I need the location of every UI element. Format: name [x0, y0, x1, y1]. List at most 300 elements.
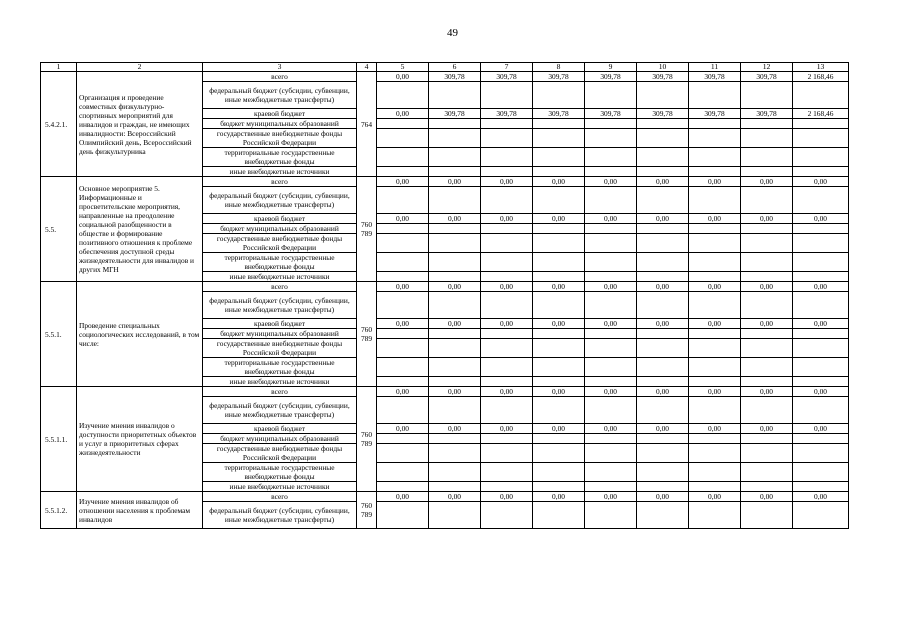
empty-cell	[793, 167, 849, 177]
empty-cell	[689, 148, 741, 167]
empty-cell	[689, 234, 741, 253]
value-cell: 309,78	[533, 109, 585, 119]
empty-cell	[741, 329, 793, 339]
value-cell: 0,00	[481, 424, 533, 434]
value-cell: 0,00	[377, 424, 429, 434]
empty-cell	[377, 187, 429, 214]
empty-cell	[585, 148, 637, 167]
row-code: 5.5.	[41, 177, 77, 282]
empty-cell	[585, 234, 637, 253]
header-row	[41, 63, 849, 72]
header-cell-3: 3	[203, 63, 357, 72]
value-cell: 0,00	[585, 387, 637, 397]
value-cell: 0,00	[741, 319, 793, 329]
funding-source: всего	[203, 177, 357, 187]
header-cell-8: 8	[533, 63, 585, 72]
empty-cell	[689, 119, 741, 129]
table-row	[41, 387, 849, 397]
value-cell: 309,78	[637, 109, 689, 119]
empty-cell	[689, 444, 741, 463]
value-cell: 0,00	[689, 214, 741, 224]
empty-cell	[637, 463, 689, 482]
empty-cell	[429, 463, 481, 482]
value-cell: 0,00	[689, 492, 741, 502]
value-cell: 0,00	[533, 319, 585, 329]
empty-cell	[533, 397, 585, 424]
value-cell: 0,00	[429, 319, 481, 329]
empty-cell	[793, 234, 849, 253]
page-number: 49	[447, 27, 458, 39]
empty-cell	[533, 234, 585, 253]
empty-cell	[377, 129, 429, 148]
value-cell: 0,00	[377, 109, 429, 119]
empty-cell	[793, 463, 849, 482]
empty-cell	[793, 358, 849, 377]
empty-cell	[429, 119, 481, 129]
empty-cell	[481, 234, 533, 253]
empty-cell	[481, 377, 533, 387]
empty-cell	[533, 187, 585, 214]
empty-cell	[637, 119, 689, 129]
empty-cell	[377, 82, 429, 109]
empty-cell	[429, 224, 481, 234]
value-cell: 309,78	[481, 72, 533, 82]
empty-cell	[689, 82, 741, 109]
empty-cell	[377, 482, 429, 492]
value-cell: 0,00	[533, 177, 585, 187]
empty-cell	[533, 339, 585, 358]
header-cell-12: 12	[741, 63, 793, 72]
value-cell: 0,00	[429, 177, 481, 187]
empty-cell	[533, 82, 585, 109]
empty-cell	[637, 444, 689, 463]
row-name: Изучение мнения инвалидов об отношении населения к проблемам инвалидов	[77, 492, 203, 529]
empty-cell	[741, 167, 793, 177]
value-cell: 0,00	[533, 214, 585, 224]
empty-cell	[741, 444, 793, 463]
empty-cell	[585, 82, 637, 109]
value-cell: 0,00	[793, 214, 849, 224]
row-name: Проведение специальных социологических исследований, в том числе:	[77, 282, 203, 387]
value-cell: 0,00	[793, 319, 849, 329]
value-cell: 0,00	[793, 177, 849, 187]
empty-cell	[533, 129, 585, 148]
header-cell-1: 1	[41, 63, 77, 72]
row-name: Основное мероприятие 5. Информационные и просветительские мероприятия, направленные на преодоление социальной разобщенности в обществе и формирование позитивного отношения к проблеме обеспечения доступной среды жизнедеятельности для инвалидов и других МГН	[77, 177, 203, 282]
empty-cell	[533, 253, 585, 272]
empty-cell	[481, 119, 533, 129]
value-cell: 0,00	[533, 282, 585, 292]
value-cell: 0,00	[637, 319, 689, 329]
funding-source: государственные внебюджетные фонды Российской Федерации	[203, 129, 357, 148]
empty-cell	[429, 444, 481, 463]
funding-source: бюджет муниципальных образований	[203, 329, 357, 339]
empty-cell	[429, 148, 481, 167]
budget-table	[40, 62, 849, 529]
funding-source: государственные внебюджетные фонды Российской Федерации	[203, 339, 357, 358]
value-cell: 0,00	[637, 177, 689, 187]
empty-cell	[429, 234, 481, 253]
value-cell: 309,78	[585, 109, 637, 119]
value-cell: 0,00	[429, 492, 481, 502]
funding-source: территориальные государственные внебюджетные фонды	[203, 358, 357, 377]
value-cell: 0,00	[429, 424, 481, 434]
funding-source: федеральный бюджет (субсидии, субвенции, иные межбюджетные трансферты)	[203, 82, 357, 109]
value-cell: 309,78	[533, 72, 585, 82]
value-cell: 309,78	[689, 109, 741, 119]
empty-cell	[793, 187, 849, 214]
row-code: 5.5.1.	[41, 282, 77, 387]
empty-cell	[637, 82, 689, 109]
empty-cell	[377, 502, 429, 529]
row-name: Организация и проведение совместных физкультурно-спортивных мероприятий для инвалидов и граждан, не имеющих инвалидности: Всероссийский Олимпийский день, Всероссийский день физкультурника	[77, 72, 203, 177]
empty-cell	[533, 272, 585, 282]
empty-cell	[637, 129, 689, 148]
empty-cell	[793, 377, 849, 387]
table-row	[41, 282, 849, 292]
row-code: 5.5.1.1.	[41, 387, 77, 492]
funding-source: краевой бюджет	[203, 319, 357, 329]
value-cell: 0,00	[481, 282, 533, 292]
value-cell: 309,78	[429, 109, 481, 119]
empty-cell	[481, 187, 533, 214]
value-cell: 0,00	[637, 282, 689, 292]
empty-cell	[377, 329, 429, 339]
funding-source: федеральный бюджет (субсидии, субвенции, иные межбюджетные трансферты)	[203, 292, 357, 319]
header-cell-10: 10	[637, 63, 689, 72]
header-cell-6: 6	[429, 63, 481, 72]
empty-cell	[689, 224, 741, 234]
kbk-code: 760 789	[357, 282, 377, 387]
empty-cell	[585, 434, 637, 444]
empty-cell	[585, 482, 637, 492]
empty-cell	[429, 482, 481, 492]
value-cell: 0,00	[793, 424, 849, 434]
empty-cell	[689, 377, 741, 387]
value-cell: 309,78	[637, 72, 689, 82]
empty-cell	[637, 339, 689, 358]
empty-cell	[741, 119, 793, 129]
value-cell: 0,00	[793, 387, 849, 397]
value-cell: 0,00	[793, 282, 849, 292]
value-cell: 0,00	[481, 319, 533, 329]
empty-cell	[533, 482, 585, 492]
empty-cell	[429, 329, 481, 339]
empty-cell	[637, 187, 689, 214]
value-cell: 0,00	[741, 282, 793, 292]
empty-cell	[377, 119, 429, 129]
empty-cell	[481, 339, 533, 358]
funding-source: государственные внебюджетные фонды Российской Федерации	[203, 234, 357, 253]
empty-cell	[377, 253, 429, 272]
table-row	[41, 492, 849, 502]
empty-cell	[689, 167, 741, 177]
funding-source: иные внебюджетные источники	[203, 377, 357, 387]
kbk-code: 760 789	[357, 177, 377, 282]
empty-cell	[377, 272, 429, 282]
empty-cell	[585, 463, 637, 482]
empty-cell	[793, 502, 849, 529]
empty-cell	[585, 329, 637, 339]
empty-cell	[741, 82, 793, 109]
row-name: Изучение мнения инвалидов о доступности приоритетных объектов и услуг в приоритетных сферах жизнедеятельности	[77, 387, 203, 492]
empty-cell	[793, 397, 849, 424]
funding-source: всего	[203, 72, 357, 82]
empty-cell	[429, 129, 481, 148]
empty-cell	[377, 434, 429, 444]
value-cell: 0,00	[585, 282, 637, 292]
empty-cell	[533, 224, 585, 234]
empty-cell	[637, 253, 689, 272]
empty-cell	[429, 187, 481, 214]
empty-cell	[741, 434, 793, 444]
value-cell: 0,00	[793, 492, 849, 502]
empty-cell	[585, 129, 637, 148]
empty-cell	[689, 482, 741, 492]
empty-cell	[429, 502, 481, 529]
empty-cell	[741, 292, 793, 319]
value-cell: 0,00	[377, 282, 429, 292]
empty-cell	[377, 377, 429, 387]
empty-cell	[429, 272, 481, 282]
empty-cell	[689, 272, 741, 282]
value-cell: 0,00	[637, 424, 689, 434]
empty-cell	[585, 397, 637, 424]
empty-cell	[741, 234, 793, 253]
empty-cell	[481, 253, 533, 272]
empty-cell	[429, 82, 481, 109]
value-cell: 0,00	[481, 177, 533, 187]
empty-cell	[585, 377, 637, 387]
empty-cell	[429, 339, 481, 358]
empty-cell	[637, 148, 689, 167]
empty-cell	[429, 292, 481, 319]
empty-cell	[793, 272, 849, 282]
empty-cell	[533, 444, 585, 463]
funding-source: федеральный бюджет (субсидии, субвенции, иные межбюджетные трансферты)	[203, 187, 357, 214]
empty-cell	[741, 224, 793, 234]
empty-cell	[793, 253, 849, 272]
value-cell: 309,78	[689, 72, 741, 82]
table-row	[41, 177, 849, 187]
empty-cell	[637, 482, 689, 492]
empty-cell	[533, 463, 585, 482]
value-cell: 309,78	[741, 72, 793, 82]
empty-cell	[533, 329, 585, 339]
funding-source: иные внебюджетные источники	[203, 272, 357, 282]
empty-cell	[637, 434, 689, 444]
value-cell: 0,00	[533, 424, 585, 434]
empty-cell	[585, 444, 637, 463]
empty-cell	[481, 463, 533, 482]
empty-cell	[377, 234, 429, 253]
empty-cell	[637, 224, 689, 234]
empty-cell	[429, 358, 481, 377]
empty-cell	[377, 339, 429, 358]
funding-source: бюджет муниципальных образований	[203, 224, 357, 234]
empty-cell	[637, 397, 689, 424]
kbk-code: 760 789	[357, 492, 377, 529]
row-code: 5.5.1.2.	[41, 492, 77, 529]
empty-cell	[741, 129, 793, 148]
empty-cell	[793, 339, 849, 358]
value-cell: 0,00	[533, 387, 585, 397]
value-cell: 0,00	[481, 492, 533, 502]
empty-cell	[793, 119, 849, 129]
empty-cell	[793, 444, 849, 463]
value-cell: 0,00	[429, 282, 481, 292]
empty-cell	[533, 434, 585, 444]
value-cell: 0,00	[637, 492, 689, 502]
header-cell-2: 2	[77, 63, 203, 72]
value-cell: 309,78	[429, 72, 481, 82]
empty-cell	[689, 397, 741, 424]
empty-cell	[793, 224, 849, 234]
empty-cell	[481, 82, 533, 109]
value-cell: 0,00	[377, 214, 429, 224]
empty-cell	[481, 444, 533, 463]
empty-cell	[481, 272, 533, 282]
value-cell: 2 168,46	[793, 109, 849, 119]
empty-cell	[585, 253, 637, 272]
empty-cell	[533, 148, 585, 167]
empty-cell	[741, 377, 793, 387]
empty-cell	[741, 482, 793, 492]
empty-cell	[637, 272, 689, 282]
empty-cell	[741, 339, 793, 358]
empty-cell	[481, 167, 533, 177]
value-cell: 0,00	[377, 319, 429, 329]
empty-cell	[637, 167, 689, 177]
value-cell: 0,00	[377, 72, 429, 82]
funding-source: краевой бюджет	[203, 214, 357, 224]
empty-cell	[741, 463, 793, 482]
header-cell-13: 13	[793, 63, 849, 72]
empty-cell	[585, 502, 637, 529]
funding-source: всего	[203, 282, 357, 292]
value-cell: 0,00	[481, 387, 533, 397]
funding-source: бюджет муниципальных образований	[203, 434, 357, 444]
empty-cell	[689, 463, 741, 482]
empty-cell	[741, 358, 793, 377]
empty-cell	[429, 167, 481, 177]
value-cell: 309,78	[741, 109, 793, 119]
value-cell: 0,00	[689, 424, 741, 434]
empty-cell	[689, 253, 741, 272]
value-cell: 0,00	[377, 177, 429, 187]
empty-cell	[637, 329, 689, 339]
empty-cell	[377, 444, 429, 463]
empty-cell	[741, 502, 793, 529]
empty-cell	[377, 397, 429, 424]
empty-cell	[689, 339, 741, 358]
value-cell: 0,00	[429, 214, 481, 224]
empty-cell	[481, 224, 533, 234]
value-cell: 0,00	[585, 319, 637, 329]
kbk-code: 760 789	[357, 387, 377, 492]
empty-cell	[793, 482, 849, 492]
empty-cell	[481, 482, 533, 492]
empty-cell	[377, 292, 429, 319]
funding-source: краевой бюджет	[203, 109, 357, 119]
empty-cell	[741, 187, 793, 214]
empty-cell	[793, 329, 849, 339]
empty-cell	[429, 377, 481, 387]
value-cell: 0,00	[481, 214, 533, 224]
empty-cell	[533, 377, 585, 387]
header-cell-5: 5	[377, 63, 429, 72]
empty-cell	[637, 292, 689, 319]
funding-source: федеральный бюджет (субсидии, субвенции, иные межбюджетные трансферты)	[203, 397, 357, 424]
value-cell: 0,00	[689, 319, 741, 329]
empty-cell	[689, 358, 741, 377]
funding-source: территориальные государственные внебюджетные фонды	[203, 148, 357, 167]
empty-cell	[689, 292, 741, 319]
empty-cell	[585, 339, 637, 358]
header-cell-4: 4	[357, 63, 377, 72]
empty-cell	[585, 358, 637, 377]
empty-cell	[429, 397, 481, 424]
funding-source: федеральный бюджет (субсидии, субвенции, иные межбюджетные трансферты)	[203, 502, 357, 529]
value-cell: 0,00	[689, 387, 741, 397]
value-cell: 0,00	[689, 282, 741, 292]
row-code: 5.4.2.1.	[41, 72, 77, 177]
empty-cell	[533, 502, 585, 529]
table-row	[41, 72, 849, 82]
empty-cell	[793, 82, 849, 109]
funding-source: территориальные государственные внебюджетные фонды	[203, 253, 357, 272]
kbk-code: 764	[357, 72, 377, 177]
funding-source: государственные внебюджетные фонды Российской Федерации	[203, 444, 357, 463]
empty-cell	[637, 358, 689, 377]
empty-cell	[533, 358, 585, 377]
empty-cell	[793, 434, 849, 444]
value-cell: 0,00	[377, 387, 429, 397]
value-cell: 0,00	[637, 387, 689, 397]
empty-cell	[429, 253, 481, 272]
value-cell: 0,00	[741, 424, 793, 434]
funding-source: иные внебюджетные источники	[203, 167, 357, 177]
empty-cell	[637, 234, 689, 253]
empty-cell	[585, 119, 637, 129]
empty-cell	[793, 129, 849, 148]
empty-cell	[689, 129, 741, 148]
empty-cell	[585, 167, 637, 177]
value-cell: 0,00	[741, 214, 793, 224]
empty-cell	[377, 148, 429, 167]
funding-source: всего	[203, 387, 357, 397]
header-cell-9: 9	[585, 63, 637, 72]
empty-cell	[585, 224, 637, 234]
empty-cell	[689, 434, 741, 444]
funding-source: краевой бюджет	[203, 424, 357, 434]
value-cell: 309,78	[481, 109, 533, 119]
funding-source: территориальные государственные внебюджетные фонды	[203, 463, 357, 482]
empty-cell	[793, 292, 849, 319]
empty-cell	[533, 292, 585, 319]
empty-cell	[637, 377, 689, 387]
value-cell: 0,00	[741, 177, 793, 187]
empty-cell	[741, 272, 793, 282]
empty-cell	[377, 167, 429, 177]
value-cell: 0,00	[689, 177, 741, 187]
value-cell: 0,00	[741, 492, 793, 502]
value-cell: 0,00	[585, 177, 637, 187]
header-cell-7: 7	[481, 63, 533, 72]
empty-cell	[637, 502, 689, 529]
value-cell: 0,00	[741, 387, 793, 397]
value-cell: 0,00	[377, 492, 429, 502]
